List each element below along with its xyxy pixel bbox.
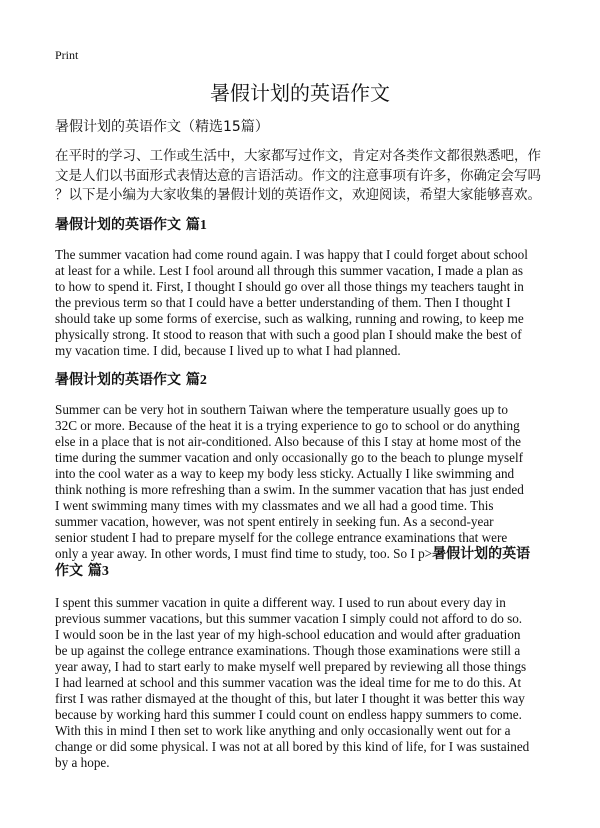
paragraph-line: I spent this summer vacation in quite a different way. I used to run about every day in [55, 594, 506, 610]
paragraph-line: at least for a while. Lest I fool around all through this summer vacation, I made a plan as [55, 262, 524, 278]
paragraph-line [55, 546, 545, 562]
heading-number: 篇1 [185, 217, 207, 233]
section-heading-3-start: 暑假计划的英语 [432, 545, 531, 562]
line-text: only a year away. In other words, I must find time to study, too. So I p> [55, 545, 433, 561]
paragraph-line: senior student I had to prepare myself for the college entrance examinations that were [55, 529, 508, 545]
heading-text: 暑假计划的英语作文 [55, 371, 186, 388]
paragraph-line: to how to spend it. First, I thought I should go over all those things my teachers taught in [55, 278, 524, 294]
essay-paragraph-3 [55, 595, 545, 771]
paragraph-line: I would soon be in the last year of my high-school education and would after graduation [55, 626, 521, 642]
section-heading-3 [55, 562, 545, 581]
paragraph-line: I went swimming many times with my classmates and we all had a good time. This [55, 497, 494, 513]
paragraph-line: year away, I had to start early to make myself well prepared by reviewing all those things [55, 658, 527, 674]
paragraph-line: previous summer vacations, but this summer vacation I simply could not afford to do so. [55, 610, 523, 626]
paragraph-line: the previous term so that I could have a better understanding of them. Then I thought I [55, 294, 511, 310]
paragraph-line: I had learned at school and this summer vacation was the ideal time for me to do this. At [55, 674, 522, 690]
paragraph-line: 32C or more. Because of the heat it is a trying experience to go to school or do anything [55, 417, 520, 433]
paragraph-line: because by working hard this summer I could count on endless happy summers to come. [55, 706, 522, 722]
paragraph-line: be up against the college entrance examinations. Though those examinations were still a [55, 642, 521, 658]
paragraph-line: ？以下是小编为大家收集的暑假计划的英语作文，欢迎阅读，希望大家能够喜欢。 [55, 187, 541, 203]
paragraph-line: summer vacation, however, was not spent entirely in seeking fun. As a second-year [55, 513, 494, 529]
section-heading-2 [55, 371, 545, 390]
heading-number: 篇3 [87, 563, 109, 579]
paragraph-line: should take up some forms of exercise, such as walking, running and rowing, to keep me [55, 310, 524, 326]
heading-number: 篇2 [185, 372, 207, 388]
paragraph-line: The summer vacation had come round again. I was happy that I could forget about school [55, 246, 528, 262]
paragraph-line: into the cool water as a way to keep my body less sticky. Actually I like swimming and [55, 465, 515, 481]
paragraph-line: Summer can be very hot in southern Taiwan where the temperature usually goes up to [55, 401, 508, 417]
paragraph-line: With this in mind I then set to work like anything and only occasionally went out for a [55, 722, 511, 738]
paragraph-line: change or did some physical. I was not at all bored by this kind of life, for I was sustained [55, 738, 530, 754]
paragraph-line: 在平时的学习、工作或生活中，大家都写过作文，肯定对各类作文都很熟悉吧，作 [55, 148, 541, 164]
section-heading-1 [55, 216, 545, 235]
paragraph-line: 文是人们以书面形式表情达意的言语活动。作文的注意事项有许多，你确定会写吗 [55, 167, 541, 184]
intro-paragraph [55, 147, 545, 206]
heading-text: 作文 [55, 562, 88, 579]
paragraph-line: physically strong. It stood to reason that with such a good plan I should make the best of [55, 326, 522, 342]
subtitle: 暑假计划的英语作文（精选15篇） [55, 119, 269, 135]
page-title: 暑假计划的英语作文 [210, 81, 390, 105]
paragraph-line: think nothing is more refreshing than a swim. In the summer vacation that has just ended [55, 481, 524, 497]
paragraph-line: time during the summer vacation and only occasionally go to the beach to plunge myself [55, 449, 524, 465]
paragraph-line: my vacation time. I did, because I lived up to what I had planned. [55, 342, 401, 358]
paragraph-line: first I was rather dismayed at the thought of this, but later I thought it was better this way [55, 690, 525, 706]
heading-text: 暑假计划的英语作文 [55, 216, 186, 233]
paragraph-line: by a hope. [55, 754, 110, 770]
print-link[interactable]: Print [55, 48, 79, 62]
essay-paragraph-1 [55, 247, 545, 359]
essay-paragraph-2 [55, 402, 545, 562]
paragraph-lines [55, 402, 545, 546]
paragraph-line: else in a place that is not air-conditioned. Also because of this I stay at home most of the [55, 433, 521, 449]
